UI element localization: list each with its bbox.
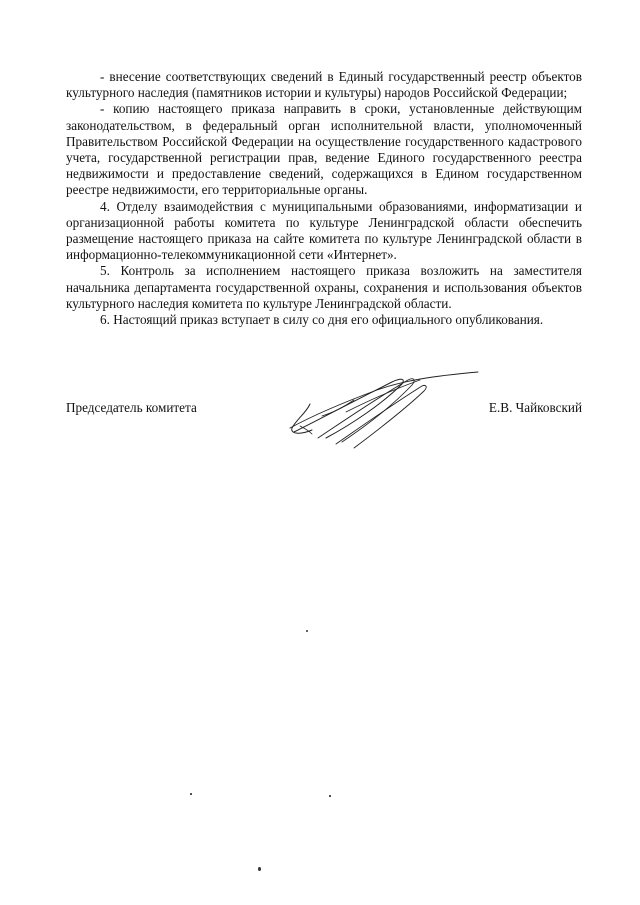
document-body <box>66 69 582 328</box>
page-speck <box>306 630 308 632</box>
paragraph-item-5: 5. Контроль за исполнением настоящего приказа возложить на заместителя начальника департамента государственной охраны, сохранения и использования объектов культурного наследия комитета по культуре Ленинградской области. <box>66 263 582 311</box>
page-speck <box>258 867 261 871</box>
signatory-name: Е.В. Чайковский <box>488 400 582 415</box>
signatory-title: Председатель комитета <box>66 400 197 415</box>
page-speck <box>190 793 192 795</box>
paragraph-item-4: 4. Отделу взаимодействия с муниципальными образованиями, информатизации и организационной работы комитета по культуре Ленинградской области обеспечить размещение настоящего приказа на сайте комитета по культуре Ленинградской области в информационно-телекоммуникационной сети «Интернет». <box>66 198 582 263</box>
page-speck <box>329 795 331 797</box>
paragraph-registry-entry: - внесение соответствующих сведений в Единый государственный реестр объектов культурного наследия (памятников истории и культуры) народов Российской Федерации; <box>66 69 582 101</box>
handwritten-signature-icon <box>282 368 482 450</box>
paragraph-send-copy: - копию настоящего приказа направить в сроки, установленные действующим законодательством, в федеральный орган исполнительной власти, уполномоченный Правительством Российской Федерации на осуществление государственного кадастрового учета, государственной регистрации прав, ведение Единого государственного реестра недвижимости и предоставление сведений, содержащихся в Едином государственном реестре недвижимости, его территориальные органы. <box>66 101 582 198</box>
paragraph-item-6: 6. Настоящий приказ вступает в силу со дня его официального опубликования. <box>100 312 544 328</box>
